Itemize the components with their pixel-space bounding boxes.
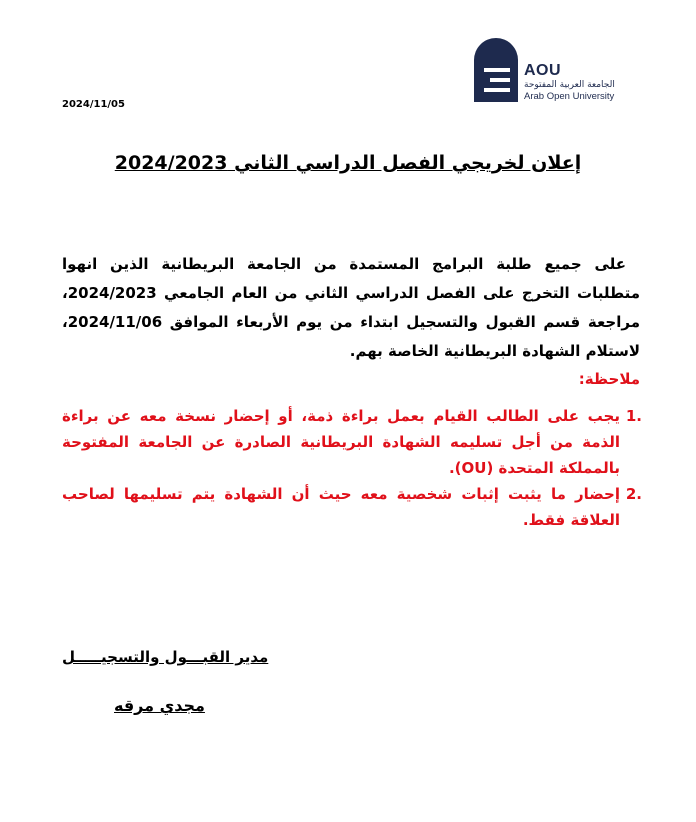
note-number: 2. [625, 485, 642, 503]
announcement-title: إعلان لخريجي الفصل الدراسي الثاني 2024/2023 [114, 152, 582, 174]
announcement-body: على جميع طلبة البرامج المستمدة من الجامعة البريطانية الذين انهوا متطلبات التخرج على الفصل الدراسي الثاني من العام الجامعي 2024/2023، مراجعة قسم القبول والتسجيل ابتداء من يوم الأربعاء الموافق 2024/11/06، لاستلام الشهادة البريطانية الخاصة بهم. [62, 255, 640, 360]
note-item [62, 481, 642, 533]
signatory-name: مجدي مرقه [114, 696, 205, 715]
note-text: إحضار ما يثبت إثبات شخصية معه حيث أن الشهادة يتم تسليمها لصاحب العلاقة فقط. [62, 485, 620, 529]
aou-logo [474, 38, 634, 104]
logo-abbreviation: AOU [524, 62, 562, 79]
notes-list [62, 403, 642, 533]
note-label: ملاحظة: [578, 370, 640, 388]
note-item [62, 403, 642, 481]
logo-arabic-name: الجامعة العربية المفتوحة [524, 80, 615, 90]
announcement-date: 2024/11/05 [62, 99, 125, 110]
note-number: 1. [625, 407, 642, 425]
aou-logo-icon [474, 38, 518, 102]
logo-english-name: Arab Open University [524, 91, 615, 102]
note-text: يجب على الطالب القيام بعمل براءة ذمة، أو إحضار نسخة معه عن براءة الذمة من أجل تسليمه الشهادة البريطانية الصادرة عن الجامعة المفتوحة بالمملكة المتحدة (OU). [62, 407, 620, 477]
signatory-title: مدير القبـــول والتسجيـــــل [62, 648, 269, 666]
